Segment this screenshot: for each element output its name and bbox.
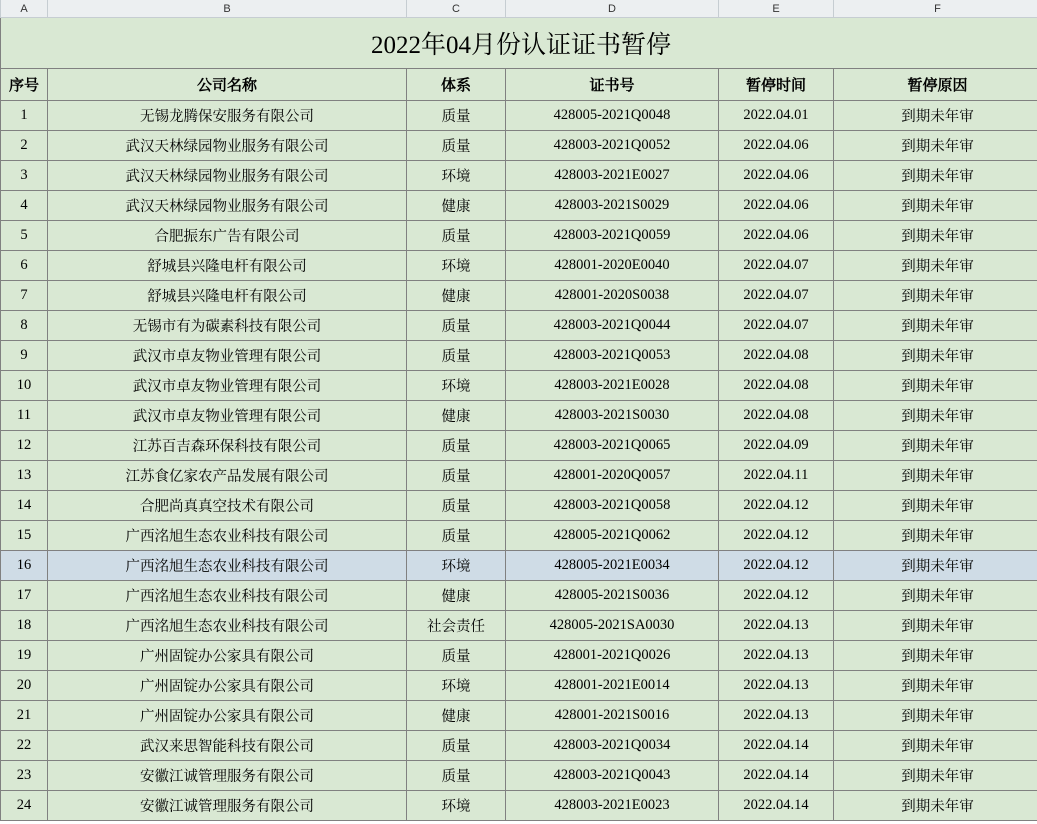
cell-date[interactable]: 2022.04.07 [719, 251, 834, 281]
cell-certno[interactable]: 428001-2021S0016 [506, 701, 719, 731]
cell-date[interactable]: 2022.04.06 [719, 161, 834, 191]
cell-reason[interactable]: 到期未年审 [834, 461, 1037, 491]
table-row[interactable] [1, 341, 1037, 371]
table-header-row [1, 69, 1037, 101]
cell-system[interactable]: 质量 [407, 131, 506, 161]
cell-reason[interactable]: 到期未年审 [834, 641, 1037, 671]
cell-date[interactable]: 2022.04.13 [719, 611, 834, 641]
column-header-d[interactable]: D [506, 0, 719, 18]
cell-system[interactable]: 健康 [407, 401, 506, 431]
cell-certno[interactable]: 428003-2021Q0058 [506, 491, 719, 521]
cell-reason[interactable]: 到期未年审 [834, 101, 1037, 131]
cell-system[interactable]: 质量 [407, 641, 506, 671]
cell-system[interactable]: 环境 [407, 161, 506, 191]
cell-reason[interactable]: 到期未年审 [834, 491, 1037, 521]
table-row[interactable] [1, 461, 1037, 491]
cell-reason[interactable]: 到期未年审 [834, 551, 1037, 581]
cell-index[interactable]: 20 [1, 671, 48, 701]
cell-index[interactable]: 17 [1, 581, 48, 611]
cell-reason[interactable]: 到期未年审 [834, 341, 1037, 371]
table-row[interactable] [1, 671, 1037, 701]
cell-system[interactable]: 质量 [407, 521, 506, 551]
cell-certno[interactable]: 428001-2021E0014 [506, 671, 719, 701]
cell-system[interactable]: 环境 [407, 371, 506, 401]
cell-index[interactable]: 5 [1, 221, 48, 251]
cell-index[interactable]: 19 [1, 641, 48, 671]
table-row[interactable] [1, 161, 1037, 191]
table-row[interactable] [1, 431, 1037, 461]
table-row[interactable] [1, 491, 1037, 521]
cell-certno[interactable]: 428003-2021E0023 [506, 791, 719, 821]
cell-index[interactable]: 9 [1, 341, 48, 371]
cell-reason[interactable]: 到期未年审 [834, 521, 1037, 551]
cell-certno[interactable]: 428003-2021Q0034 [506, 731, 719, 761]
table-header-system: 体系 [407, 69, 506, 101]
cell-reason[interactable]: 到期未年审 [834, 131, 1037, 161]
table-row[interactable] [1, 731, 1037, 761]
cell-company[interactable]: 武汉市卓友物业管理有限公司 [48, 371, 407, 401]
cell-company[interactable]: 安徽江诚管理服务有限公司 [48, 761, 407, 791]
table-row[interactable] [1, 551, 1037, 581]
cell-date[interactable]: 2022.04.12 [719, 581, 834, 611]
column-header-f[interactable]: F [834, 0, 1037, 18]
table-row[interactable] [1, 191, 1037, 221]
cell-date[interactable]: 2022.04.08 [719, 371, 834, 401]
cell-index[interactable]: 24 [1, 791, 48, 821]
cell-company[interactable]: 武汉天林绿园物业服务有限公司 [48, 161, 407, 191]
table-row[interactable] [1, 641, 1037, 671]
cell-system[interactable]: 环境 [407, 251, 506, 281]
cell-index[interactable]: 21 [1, 701, 48, 731]
cell-reason[interactable]: 到期未年审 [834, 731, 1037, 761]
table-row[interactable] [1, 581, 1037, 611]
cell-reason[interactable]: 到期未年审 [834, 431, 1037, 461]
cell-system[interactable]: 质量 [407, 431, 506, 461]
table-row[interactable] [1, 611, 1037, 641]
cell-date[interactable]: 2022.04.14 [719, 761, 834, 791]
table-row[interactable] [1, 701, 1037, 731]
cell-company[interactable]: 武汉天林绿园物业服务有限公司 [48, 131, 407, 161]
cell-certno[interactable]: 428003-2021S0029 [506, 191, 719, 221]
table-header-company: 公司名称 [48, 69, 407, 101]
table-row[interactable] [1, 251, 1037, 281]
cell-date[interactable]: 2022.04.06 [719, 191, 834, 221]
cell-date[interactable]: 2022.04.14 [719, 731, 834, 761]
cell-date[interactable]: 2022.04.09 [719, 431, 834, 461]
cell-system[interactable]: 质量 [407, 761, 506, 791]
cell-reason[interactable]: 到期未年审 [834, 671, 1037, 701]
cell-date[interactable]: 2022.04.08 [719, 341, 834, 371]
table-body [1, 101, 1037, 821]
cell-company[interactable]: 广州固锭办公家具有限公司 [48, 671, 407, 701]
cell-reason[interactable]: 到期未年审 [834, 191, 1037, 221]
cell-certno[interactable]: 428005-2021SA0030 [506, 611, 719, 641]
cell-system[interactable]: 质量 [407, 341, 506, 371]
cell-certno[interactable]: 428005-2021E0034 [506, 551, 719, 581]
cell-index[interactable]: 10 [1, 371, 48, 401]
cell-date[interactable]: 2022.04.13 [719, 671, 834, 701]
cell-index[interactable]: 18 [1, 611, 48, 641]
cell-reason[interactable]: 到期未年审 [834, 401, 1037, 431]
cell-index[interactable]: 15 [1, 521, 48, 551]
cell-certno[interactable]: 428003-2021Q0052 [506, 131, 719, 161]
column-header-row [1, 0, 1037, 18]
cell-index[interactable]: 13 [1, 461, 48, 491]
cell-index[interactable]: 22 [1, 731, 48, 761]
cell-reason[interactable]: 到期未年审 [834, 281, 1037, 311]
cell-index[interactable]: 4 [1, 191, 48, 221]
cell-certno[interactable]: 428003-2021Q0053 [506, 341, 719, 371]
cell-certno[interactable]: 428003-2021S0030 [506, 401, 719, 431]
cell-date[interactable]: 2022.04.12 [719, 521, 834, 551]
cell-date[interactable]: 2022.04.14 [719, 791, 834, 821]
cell-reason[interactable]: 到期未年审 [834, 311, 1037, 341]
cell-company[interactable]: 广西洺旭生态农业科技有限公司 [48, 611, 407, 641]
cell-certno[interactable]: 428003-2021Q0065 [506, 431, 719, 461]
cell-reason[interactable]: 到期未年审 [834, 161, 1037, 191]
cell-company[interactable]: 广西洺旭生态农业科技有限公司 [48, 551, 407, 581]
cell-reason[interactable]: 到期未年审 [834, 581, 1037, 611]
cell-index[interactable]: 2 [1, 131, 48, 161]
table-row[interactable] [1, 761, 1037, 791]
cell-reason[interactable]: 到期未年审 [834, 611, 1037, 641]
table-row[interactable] [1, 311, 1037, 341]
cell-certno[interactable]: 428001-2021Q0026 [506, 641, 719, 671]
cell-company[interactable]: 广州固锭办公家具有限公司 [48, 641, 407, 671]
cell-system[interactable]: 质量 [407, 221, 506, 251]
cell-company[interactable]: 江苏食亿家农产品发展有限公司 [48, 461, 407, 491]
cell-index[interactable]: 14 [1, 491, 48, 521]
cell-company[interactable]: 广州固锭办公家具有限公司 [48, 701, 407, 731]
cell-date[interactable]: 2022.04.06 [719, 221, 834, 251]
cell-system[interactable]: 环境 [407, 551, 506, 581]
cell-reason[interactable]: 到期未年审 [834, 371, 1037, 401]
cell-system[interactable]: 健康 [407, 581, 506, 611]
cell-company[interactable]: 合肥尚真真空技术有限公司 [48, 491, 407, 521]
cell-index[interactable]: 16 [1, 551, 48, 581]
cell-system[interactable]: 环境 [407, 791, 506, 821]
cell-company[interactable]: 安徽江诚管理服务有限公司 [48, 791, 407, 821]
cell-date[interactable]: 2022.04.08 [719, 401, 834, 431]
cell-index[interactable]: 12 [1, 431, 48, 461]
table-header-certno: 证书号 [506, 69, 719, 101]
table-row[interactable] [1, 221, 1037, 251]
cell-company[interactable]: 广西洺旭生态农业科技有限公司 [48, 581, 407, 611]
cell-certno[interactable]: 428005-2021S0036 [506, 581, 719, 611]
cell-certno[interactable]: 428003-2021E0028 [506, 371, 719, 401]
cell-certno[interactable]: 428001-2020E0040 [506, 251, 719, 281]
cell-index[interactable]: 8 [1, 311, 48, 341]
table-row[interactable] [1, 131, 1037, 161]
cell-company[interactable]: 舒城县兴隆电杆有限公司 [48, 281, 407, 311]
cell-reason[interactable]: 到期未年审 [834, 251, 1037, 281]
cell-certno[interactable]: 428003-2021Q0043 [506, 761, 719, 791]
cell-certno[interactable]: 428001-2020Q0057 [506, 461, 719, 491]
column-header-b[interactable]: B [48, 0, 407, 18]
cell-date[interactable]: 2022.04.06 [719, 131, 834, 161]
cell-company[interactable]: 合肥振东广告有限公司 [48, 221, 407, 251]
cell-system[interactable]: 健康 [407, 281, 506, 311]
table-header-index: 序号 [1, 69, 48, 101]
cell-index[interactable]: 7 [1, 281, 48, 311]
table-row[interactable] [1, 401, 1037, 431]
cell-company[interactable]: 舒城县兴隆电杆有限公司 [48, 251, 407, 281]
page-title: 2022年04月份认证证书暂停 [1, 18, 1037, 69]
title-row [1, 18, 1037, 69]
cell-date[interactable]: 2022.04.07 [719, 311, 834, 341]
cell-certno[interactable]: 428003-2021Q0059 [506, 221, 719, 251]
cell-date[interactable]: 2022.04.07 [719, 281, 834, 311]
cell-date[interactable]: 2022.04.11 [719, 461, 834, 491]
cell-index[interactable]: 6 [1, 251, 48, 281]
table-row[interactable] [1, 101, 1037, 131]
table-header-reason: 暂停原因 [834, 69, 1037, 101]
cell-certno[interactable]: 428003-2021Q0044 [506, 311, 719, 341]
cell-certno[interactable]: 428001-2020S0038 [506, 281, 719, 311]
column-header-c[interactable]: C [407, 0, 506, 18]
cell-company[interactable]: 武汉天林绿园物业服务有限公司 [48, 191, 407, 221]
column-header-e[interactable]: E [719, 0, 834, 18]
cell-system[interactable]: 质量 [407, 731, 506, 761]
table-row[interactable] [1, 281, 1037, 311]
cell-index[interactable]: 23 [1, 761, 48, 791]
cell-company[interactable]: 广西洺旭生态农业科技有限公司 [48, 521, 407, 551]
cell-date[interactable]: 2022.04.13 [719, 641, 834, 671]
cell-reason[interactable]: 到期未年审 [834, 761, 1037, 791]
table-header-date: 暂停时间 [719, 69, 834, 101]
cell-system[interactable]: 社会责任 [407, 611, 506, 641]
cell-system[interactable]: 质量 [407, 491, 506, 521]
cell-date[interactable]: 2022.04.12 [719, 491, 834, 521]
cell-reason[interactable]: 到期未年审 [834, 701, 1037, 731]
cell-date[interactable]: 2022.04.13 [719, 701, 834, 731]
table-row[interactable] [1, 371, 1037, 401]
cell-system[interactable]: 质量 [407, 311, 506, 341]
cell-system[interactable]: 环境 [407, 671, 506, 701]
cell-date[interactable]: 2022.04.01 [719, 101, 834, 131]
cell-index[interactable]: 11 [1, 401, 48, 431]
cell-certno[interactable]: 428005-2021Q0048 [506, 101, 719, 131]
cell-certno[interactable]: 428005-2021Q0062 [506, 521, 719, 551]
table-row[interactable] [1, 791, 1037, 821]
cell-company[interactable]: 无锡龙腾保安服务有限公司 [48, 101, 407, 131]
table-row[interactable] [1, 521, 1037, 551]
cell-system[interactable]: 健康 [407, 191, 506, 221]
cell-company[interactable]: 武汉市卓友物业管理有限公司 [48, 341, 407, 371]
cell-system[interactable]: 质量 [407, 461, 506, 491]
cell-certno[interactable]: 428003-2021E0027 [506, 161, 719, 191]
cell-index[interactable]: 3 [1, 161, 48, 191]
cell-company[interactable]: 武汉市卓友物业管理有限公司 [48, 401, 407, 431]
cell-date[interactable]: 2022.04.12 [719, 551, 834, 581]
cell-company[interactable]: 无锡市有为碳素科技有限公司 [48, 311, 407, 341]
cell-reason[interactable]: 到期未年审 [834, 221, 1037, 251]
cell-index[interactable]: 1 [1, 101, 48, 131]
column-header-a[interactable]: A [1, 0, 48, 18]
cell-company[interactable]: 武汉来思智能科技有限公司 [48, 731, 407, 761]
cell-system[interactable]: 健康 [407, 701, 506, 731]
cell-system[interactable]: 质量 [407, 101, 506, 131]
cell-reason[interactable]: 到期未年审 [834, 791, 1037, 821]
cell-company[interactable]: 江苏百吉森环保科技有限公司 [48, 431, 407, 461]
